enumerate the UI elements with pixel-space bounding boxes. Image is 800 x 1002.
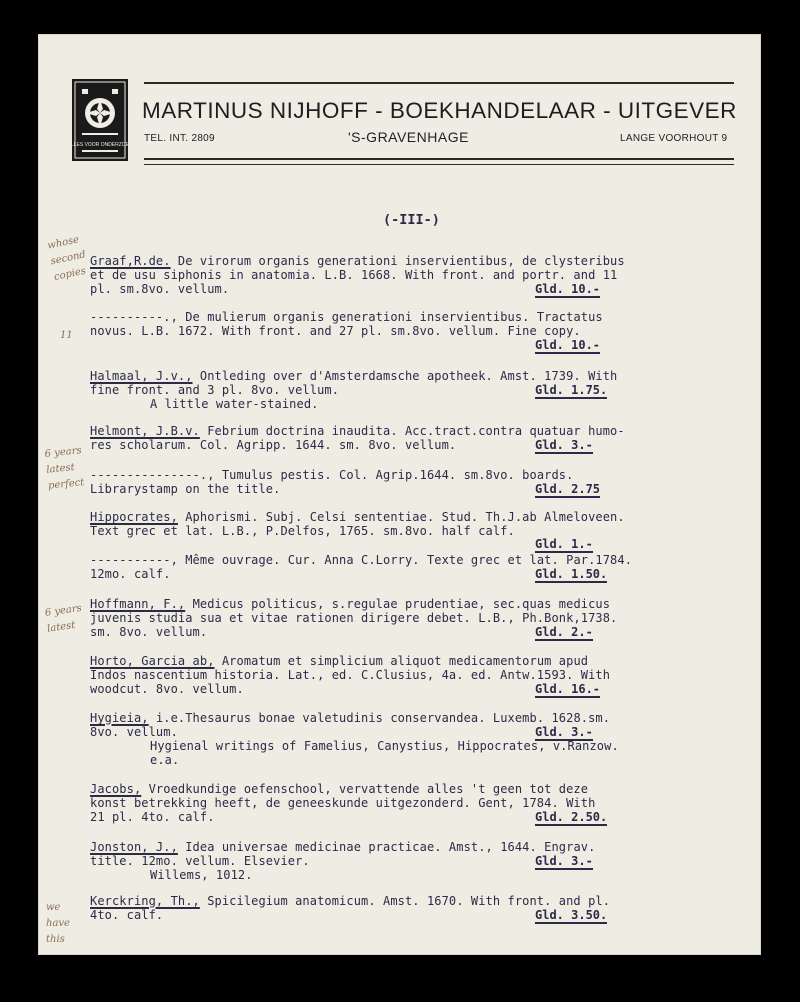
- entry-price: Gld. 3.50.: [535, 908, 608, 922]
- entry-line: ---------------., Tumulus pestis. Col. Agrip.1644. sm.8vo. boards.: [90, 468, 574, 482]
- entry-author: Hippocrates,: [90, 510, 178, 524]
- entry-author: Jonston, J.,: [90, 840, 178, 854]
- header-rule-bottom: [144, 158, 734, 160]
- entry-line: Graaf,R.de. De virorum organis generationi inservientibus, de clysteribus: [90, 254, 625, 268]
- entry-line: e.a.: [150, 753, 180, 767]
- entry-author: Jacobs,: [90, 782, 142, 796]
- entry-line: 8vo. vellum.: [90, 725, 178, 739]
- margin-note: we have this: [46, 902, 70, 945]
- entry-price: Gld. 16.-: [535, 682, 601, 696]
- margin-note: whose second copies: [46, 234, 87, 284]
- letterhead-tel: TEL. INT. 2809: [144, 133, 215, 144]
- margin-note: 6 years latest perfect: [44, 445, 85, 492]
- entry-line: -----------, Même ouvrage. Cur. Anna C.Lorry. Texte grec et lat. Par.1784.: [90, 553, 633, 567]
- entry-line: Willems, 1012.: [150, 868, 253, 882]
- entry-author: ----------.,: [90, 310, 178, 324]
- entry-line: Hoffmann, F., Medicus politicus, s.regulae prudentiae, sec.quas medicus: [90, 597, 611, 611]
- entry-price: Gld. 2.50.: [535, 810, 608, 824]
- entry-price: Gld. 10.-: [535, 282, 601, 296]
- entry-price: Gld. 2.75: [535, 482, 601, 496]
- entry-line: et de usu siphonis in anatomia. L.B. 1668. With front. and portr. and 11: [90, 268, 618, 282]
- entry-line: juvenis studia sua et vitae rationen dirigere debet. L.B., Ph.Bonk,1738.: [90, 611, 618, 625]
- entry-line: Jonston, J., Idea universae medicinae practicae. Amst., 1644. Engrav.: [90, 840, 596, 854]
- entry-line: fine front. and 3 pl. 8vo. vellum.: [90, 383, 340, 397]
- entry-line: sm. 8vo. vellum.: [90, 625, 208, 639]
- entry-line: 21 pl. 4to. calf.: [90, 810, 215, 824]
- margin-note: 6 years latest: [44, 602, 83, 635]
- page-number: (-III-): [383, 212, 440, 228]
- entry-price: Gld. 1.50.: [535, 567, 608, 581]
- entry-line: Hippocrates, Aphorismi. Subj. Celsi sententiae. Stud. Th.J.ab Almeloveen.: [90, 510, 625, 524]
- entry-line: pl. sm.8vo. vellum.: [90, 282, 230, 296]
- entry-line: Helmont, J.B.v. Febrium doctrina inaudita. Acc.tract.contra quatuar humo-: [90, 424, 625, 438]
- entry-line: Hygieia, i.e.Thesaurus bonae valetudinis conservandea. Luxemb. 1628.sm.: [90, 711, 611, 725]
- header-rule-bottom-thin: [144, 164, 734, 165]
- entry-line: novus. L.B. 1672. With front. and 27 pl. sm.8vo. vellum. Fine copy.: [90, 324, 581, 338]
- entry-author: Hoffmann, F.,: [90, 597, 186, 611]
- entry-line: 4to. calf.: [90, 908, 164, 922]
- entry-price: Gld. 3.-: [535, 854, 593, 868]
- entry-author: Graaf,R.de.: [90, 254, 171, 268]
- entry-line: title. 12mo. vellum. Elsevier.: [90, 854, 310, 868]
- letterhead-title: MARTINUS NIJHOFF - BOEKHANDELAAR - UITGEVER: [142, 98, 737, 123]
- entry-price: Gld. 2.-: [535, 625, 593, 639]
- entry-price: Gld. 1.-: [535, 537, 593, 551]
- entry-author: Kerckring, Th.,: [90, 894, 200, 908]
- publisher-logo: [67, 79, 133, 161]
- entry-author: Horto, Garcia ab,: [90, 654, 215, 668]
- entry-price: Gld. 3.-: [535, 438, 593, 452]
- letterhead-city: 'S-GRAVENHAGE: [348, 129, 469, 145]
- header-rule-top: [144, 82, 734, 84]
- entry-author: Hygieia,: [90, 711, 149, 725]
- entry-line: Jacobs, Vroedkundige oefenschool, vervattende alles 't geen tot deze: [90, 782, 589, 796]
- logo-motto: ALLES VOOR ONDERZOEK: [67, 142, 133, 148]
- entry-author: ---------------.,: [90, 468, 215, 482]
- document-page: [38, 34, 761, 955]
- entry-price: Gld. 3.-: [535, 725, 593, 739]
- entry-line: woodcut. 8vo. vellum.: [90, 682, 244, 696]
- letterhead-address: LANGE VOORHOUT 9: [620, 133, 728, 144]
- entry-line: Halmaal, J.v., Ontleding over d'Amsterdamsche apotheek. Amst. 1739. With: [90, 369, 618, 383]
- entry-line: Kerckring, Th., Spicilegium anatomicum. Amst. 1670. With front. and pl.: [90, 894, 611, 908]
- entry-line: res scholarum. Col. Agripp. 1644. sm. 8vo. vellum.: [90, 438, 457, 452]
- entry-line: ----------., De mulierum organis generationi inservientibus. Tractatus: [90, 310, 603, 324]
- entry-line: 12mo. calf.: [90, 567, 171, 581]
- entry-author: -----------,: [90, 553, 178, 567]
- entry-line: A little water-stained.: [150, 397, 319, 411]
- entry-line: Horto, Garcia ab, Aromatum et simplicium aliquot medicamentorum apud: [90, 654, 589, 668]
- entry-line: konst betrekking heeft, de geneeskunde uitgezonderd. Gent, 1784. With: [90, 796, 596, 810]
- entry-line: Indos nascentium historia. Lat., ed. C.Clusius, 4a. ed. Antw.1593. With: [90, 668, 611, 682]
- entry-price: Gld. 1.75.: [535, 383, 608, 397]
- entry-author: Helmont, J.B.v.: [90, 424, 200, 438]
- entry-line: Librarystamp on the title.: [90, 482, 281, 496]
- entry-price: Gld. 10.-: [535, 338, 601, 352]
- entry-line: Hygienal writings of Famelius, Canystius, Hippocrates, v.Ranzow.: [150, 739, 619, 753]
- margin-note: 11: [60, 330, 73, 341]
- entry-author: Halmaal, J.v.,: [90, 369, 193, 383]
- entry-line: Text grec et lat. L.B., P.Delfos, 1765. sm.8vo. half calf.: [90, 524, 515, 538]
